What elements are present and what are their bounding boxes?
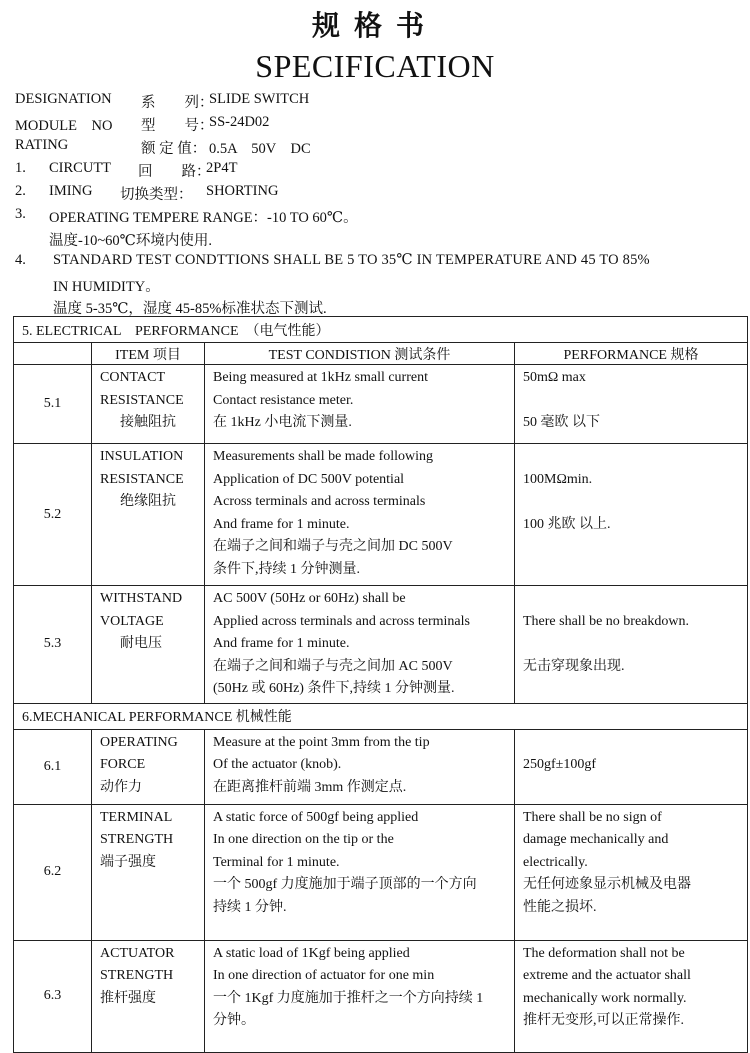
row-test-condition <box>205 729 515 804</box>
temperature-range-note: 温度-10~60℃环境内使用. <box>49 233 213 249</box>
header-test-condition: TEST CONDISTION 测试条件 <box>205 343 515 365</box>
test-line: In one direction of actuator for one min <box>213 968 435 983</box>
perf-line: 推杆无变形,可以正常操作. <box>523 1013 684 1028</box>
header-num <box>14 343 92 365</box>
switching-type-label: IMING <box>49 183 93 199</box>
test-line: Applied across terminals and across terminals <box>213 613 470 629</box>
perf-line: 50mΩ max <box>523 370 586 385</box>
item-line: ACTUATOR <box>100 945 175 961</box>
test-line: In one direction on the tip or the <box>213 832 394 847</box>
item-line: STRENGTH <box>100 968 174 983</box>
perf-line <box>523 588 739 611</box>
performance-table <box>13 316 748 1053</box>
module-no-label: MODULE NO <box>15 118 113 134</box>
circuit-value: 2P4T <box>206 160 238 176</box>
test-line: Contact resistance meter. <box>213 392 354 408</box>
item-line-cn: 端子强度 <box>100 854 156 870</box>
table-row <box>14 444 748 586</box>
document-title-cn: 规格书 <box>311 11 438 42</box>
test-line: Of the actuator (knob). <box>213 757 342 772</box>
row-performance <box>515 729 748 804</box>
perf-line <box>523 390 739 413</box>
table-row <box>14 365 748 444</box>
row-test-condition <box>205 804 515 940</box>
rating-value: 0.5A 50V DC <box>209 141 311 157</box>
row-number: 5.2 <box>14 444 92 586</box>
test-line: And frame for 1 minute. <box>213 516 350 532</box>
item-number: 1. <box>15 160 26 176</box>
rating-label-cn: 额 定 值： <box>141 141 207 157</box>
test-conditions-text: STANDARD TEST CONDTTIONS SHALL BE 5 TO 35℃ IN TEMPERATURE AND 45 TO 85% <box>53 252 650 268</box>
item-line: WITHSTAND <box>100 591 183 606</box>
row-test-condition <box>205 586 515 704</box>
row-test-condition <box>205 444 515 586</box>
test-line: 一个 500gf 力度施加于端子顶部的一个方向 <box>213 877 477 892</box>
perf-line: There shall be no sign of <box>523 809 662 825</box>
row-number: 6.3 <box>14 940 92 1052</box>
section-header-electrical <box>14 317 748 343</box>
module-no-label-cn: 型 号： <box>141 118 214 134</box>
row-performance <box>515 940 748 1052</box>
perf-line: 250gf±100gf <box>523 757 597 772</box>
row-item <box>92 444 205 586</box>
item-line: RESISTANCE <box>100 392 184 408</box>
item-line-cn: 绝缘阻抗 <box>120 494 176 509</box>
item-line: TERMINAL <box>100 809 173 825</box>
module-no-value: SS-24D02 <box>209 114 270 130</box>
rating-label: RATING <box>15 137 69 153</box>
item-line: INSULATION <box>100 449 184 464</box>
perf-line: There shall be no breakdown. <box>523 613 689 629</box>
circuit-label: CIRCUTT <box>49 160 112 176</box>
row-performance <box>515 586 748 704</box>
row-performance <box>515 365 748 444</box>
test-line: Terminal for 1 minute. <box>213 854 340 870</box>
switching-type-label-cn: 切换类型： <box>120 187 193 203</box>
test-line: And frame for 1 minute. <box>213 636 350 651</box>
table-row <box>14 729 748 804</box>
row-item <box>92 804 205 940</box>
header-item: ITEM 项目 <box>92 343 205 365</box>
row-test-condition <box>205 940 515 1052</box>
perf-line: 无击穿现象出现. <box>523 658 625 674</box>
table-header-row <box>14 343 748 365</box>
test-line: AC 500V (50Hz or 60Hz) shall be <box>213 591 406 606</box>
designation-label-cn: 系 列： <box>141 95 214 111</box>
item-line: STRENGTH <box>100 832 174 847</box>
perf-line: extreme and the actuator shall <box>523 968 691 983</box>
test-line: (50Hz 或 60Hz) 条件下,持续 1 分钟测量. <box>213 681 455 696</box>
table-row <box>14 804 748 940</box>
row-item <box>92 940 205 1052</box>
test-line: Across terminals and across terminals <box>213 494 426 509</box>
test-conditions-note: 温度 5-35℃，湿度 45-85%标准状态下测试. <box>53 301 327 317</box>
test-line: Measure at the point 3mm from the tip <box>213 734 430 750</box>
row-item <box>92 586 205 704</box>
perf-line: 100MΩmin. <box>523 471 593 487</box>
row-test-condition <box>205 365 515 444</box>
row-number: 5.1 <box>14 365 92 444</box>
test-line: Application of DC 500V potential <box>213 471 405 487</box>
perf-line: The deformation shall not be <box>523 945 685 961</box>
item-line: FORCE <box>100 757 146 772</box>
test-line: Measurements shall be made following <box>213 449 434 464</box>
row-number: 6.2 <box>14 804 92 940</box>
item-line: CONTACT <box>100 370 165 385</box>
perf-line: damage mechanically and <box>523 832 669 847</box>
perf-line: 50 毫欧 以下 <box>523 415 600 430</box>
document-title-en: SPECIFICATION <box>255 48 495 84</box>
test-line: Being measured at 1kHz small current <box>213 370 428 385</box>
test-line: A static force of 500gf being applied <box>213 809 419 825</box>
item-number: 3. <box>15 206 26 222</box>
perf-line <box>523 491 739 514</box>
item-line-cn: 动作力 <box>100 779 142 795</box>
row-item <box>92 729 205 804</box>
perf-line: 无任何迹象显示机械及电器 <box>523 877 691 892</box>
perf-line: 100 兆欧 以上. <box>523 516 611 532</box>
item-line-cn: 推杆强度 <box>100 990 156 1006</box>
section-header-mechanical <box>14 703 748 729</box>
item-number: 4. <box>15 252 26 268</box>
perf-line <box>523 446 739 469</box>
row-number: 5.3 <box>14 586 92 704</box>
perf-line <box>523 633 739 656</box>
table-row <box>14 940 748 1052</box>
perf-line: mechanically work normally. <box>523 990 687 1006</box>
test-line: 在端子之间和端子与壳之间加 AC 500V <box>213 658 453 674</box>
table-row <box>14 586 748 704</box>
test-line: A static load of 1Kgf being applied <box>213 945 410 961</box>
section-title-mechanical: 6.MECHANICAL PERFORMANCE 机械性能 <box>14 703 748 729</box>
test-line: 在 1kHz 小电流下测量. <box>213 415 352 430</box>
test-line: 分钟。 <box>213 1013 255 1028</box>
section-title-electrical: 5. ELECTRICAL PERFORMANCE （电气性能） <box>14 317 748 343</box>
header-performance: PERFORMANCE 规格 <box>515 343 748 365</box>
item-line-cn: 接触阻抗 <box>120 415 176 430</box>
test-line: 在距离推杆前端 3mm 作测定点. <box>213 779 407 795</box>
row-number: 6.1 <box>14 729 92 804</box>
row-item <box>92 365 205 444</box>
item-line: VOLTAGE <box>100 613 164 629</box>
designation-label: DESIGNATION <box>15 91 112 107</box>
test-line: 一个 1Kgf 力度施加于推杆之一个方向持续 1 <box>213 990 484 1006</box>
perf-line: 性能之损坏. <box>523 899 597 915</box>
test-conditions-text-cont: IN HUMIDITY。 <box>53 279 160 295</box>
circuit-label-cn: 回 路： <box>138 164 211 180</box>
perf-line: electrically. <box>523 854 588 870</box>
item-line: RESISTANCE <box>100 471 184 487</box>
perf-line <box>523 732 739 755</box>
test-line: 持续 1 分钟. <box>213 899 287 915</box>
row-performance <box>515 804 748 940</box>
designation-value: SLIDE SWITCH <box>209 91 310 107</box>
test-line: 在端子之间和端子与壳之间加 DC 500V <box>213 539 453 554</box>
row-performance <box>515 444 748 586</box>
switching-type-value: SHORTING <box>206 183 279 199</box>
item-line: OPERATING <box>100 734 178 750</box>
item-number: 2. <box>15 183 26 199</box>
item-line-cn: 耐电压 <box>120 636 162 651</box>
test-line: 条件下,持续 1 分钟测量. <box>213 561 360 577</box>
temperature-range-text: OPERATING TEMPERE RANGE：-10 TO 60℃。 <box>49 210 358 226</box>
